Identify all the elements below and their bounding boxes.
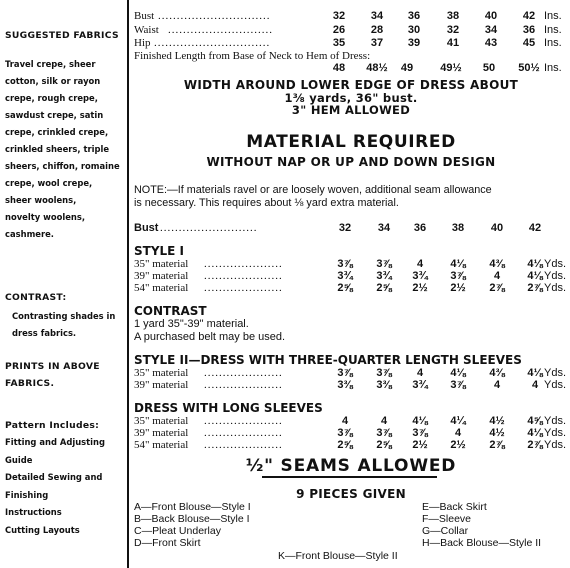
value-cell: 2⅝: [337, 439, 353, 451]
unit-label: Yds.: [544, 282, 567, 294]
value-cell: 4⅛: [450, 258, 466, 270]
contrast-line: Contrasting shades in: [12, 311, 116, 321]
width-yards: 1⅜ yards, 36" bust.: [284, 91, 418, 105]
value-cell: 2½: [450, 282, 466, 294]
unit-label: Yds.: [544, 427, 567, 439]
material-row: [134, 282, 568, 295]
value-cell: 4: [380, 415, 388, 427]
fabric-line: cashmere.: [5, 229, 54, 239]
row-label: 39" material: [134, 379, 189, 391]
value-cell: 32: [446, 24, 460, 36]
value-cell: 4⅛: [527, 427, 543, 439]
contrast-list: [12, 308, 115, 342]
contrast-line-1: 1 yard 35"-39" material.: [134, 318, 249, 330]
leader-dots: .....................: [204, 427, 283, 439]
leader-dots: ............................: [168, 24, 273, 36]
value-cell: 2⅝: [376, 282, 392, 294]
value-cell: 2⅞: [489, 282, 505, 294]
row-label: Hip: [134, 37, 151, 49]
value-cell: 3¾: [412, 270, 428, 282]
fabric-list: [5, 56, 120, 243]
value-cell: 2½: [450, 439, 466, 451]
row-label: 35" material: [134, 367, 189, 379]
value-cell: 35: [332, 37, 346, 49]
value-cell: 4⅝: [527, 415, 543, 427]
row-label: Bust: [134, 10, 155, 22]
leader-dots: ..........................: [160, 222, 258, 234]
piece-item: D—Front Skirt: [134, 537, 201, 549]
leader-dots: .....................: [204, 439, 283, 451]
value-cell: 4⅛: [527, 367, 543, 379]
value-cell: 3⅞: [337, 258, 353, 270]
value-cell: 34: [484, 24, 498, 36]
prints-block: [5, 358, 100, 392]
bust-value: 34: [377, 222, 391, 234]
value-cell: 32: [332, 10, 346, 22]
leader-dots: .....................: [204, 282, 283, 294]
note-line-2: is necessary. This requires about ⅛ yard extra material.: [134, 197, 399, 209]
fabric-line: sheers, chiffon, romaine: [5, 161, 120, 171]
value-cell: 3¾: [412, 379, 428, 391]
note-line-1: NOTE:—If materials ravel or are loosely woven, additional seam allowance: [134, 184, 492, 196]
value-cell: 26: [332, 24, 346, 36]
unit-label: Yds.: [544, 270, 567, 282]
value-cell: 4: [416, 258, 424, 270]
value-cell: 4: [493, 379, 501, 391]
leader-dots: .....................: [204, 270, 283, 282]
finished-length-label: Finished Length from Base of Neck to Hem of Dress:: [134, 50, 371, 62]
value-cell: 3⅞: [450, 270, 466, 282]
value-cell: 3¾: [376, 270, 392, 282]
fabric-line: crinkled sheers, triple: [5, 144, 110, 154]
bust-value: 42: [528, 222, 542, 234]
unit-label: Ins.: [544, 24, 562, 36]
value-cell: 3⅞: [412, 427, 428, 439]
value-cell: 4⅛: [450, 367, 466, 379]
fabric-line: sawdust crepe, satin: [5, 110, 104, 120]
value-cell: 4⅜: [489, 367, 505, 379]
piece-item: F—Sleeve: [422, 513, 472, 525]
value-cell: 30: [407, 24, 421, 36]
long-sleeves-heading: DRESS WITH LONG SLEEVES: [134, 401, 323, 415]
value-cell: 4: [454, 427, 462, 439]
includes-line: Fitting and Adjusting: [5, 437, 105, 447]
leader-dots: ...............................: [154, 37, 271, 49]
value-cell: 2⅞: [527, 282, 543, 294]
value-cell: 3⅞: [337, 367, 353, 379]
piece-item: C—Pleat Underlay: [134, 525, 221, 537]
value-cell: 40: [484, 10, 498, 22]
value-cell: 3⅞: [376, 367, 392, 379]
contrast-line-2: A purchased belt may be used.: [134, 331, 286, 343]
seams-allowed: ½" SEAMS ALLOWED: [245, 456, 457, 476]
value-cell: 3⅞: [337, 427, 353, 439]
leader-dots: .....................: [204, 258, 283, 270]
bust-value: 40: [490, 222, 504, 234]
bust-label: Bust: [134, 222, 159, 234]
piece-item: H—Back Blouse—Style II: [422, 537, 542, 549]
value-cell: 2½: [412, 439, 428, 451]
suggested-fabrics-heading: SUGGESTED FABRICS: [5, 30, 119, 41]
seams-underline: [262, 476, 437, 478]
row-label: 54" material: [134, 439, 189, 451]
measurement-row: [134, 37, 568, 51]
includes-line: Cutting Layouts: [5, 524, 80, 535]
value-cell: 45: [522, 37, 536, 49]
fabric-line: cotton, silk or rayon: [5, 76, 101, 86]
value-cell: 50: [482, 62, 496, 74]
material-row: [134, 379, 568, 392]
includes-list: [5, 434, 105, 539]
finished-length-row: [134, 62, 568, 76]
value-cell: 4⅛: [527, 258, 543, 270]
value-cell: 39: [407, 37, 421, 49]
includes-line: Finishing: [5, 489, 49, 500]
width-heading: WIDTH AROUND LOWER EDGE OF DRESS ABOUT: [183, 78, 519, 92]
leader-dots: ..............................: [158, 10, 271, 22]
leader-dots: .....................: [204, 367, 283, 379]
value-cell: 50½: [518, 62, 540, 74]
row-label: 54" material: [134, 282, 189, 294]
value-cell: 2⅝: [376, 439, 392, 451]
pieces-left-list: [134, 501, 251, 549]
value-cell: 49: [400, 62, 414, 74]
unit-label: Ins.: [544, 37, 562, 49]
value-cell: 4: [416, 367, 424, 379]
includes-line: Guide: [5, 454, 33, 465]
style2-heading: STYLE II—DRESS WITH THREE-QUARTER LENGTH SLEEVES: [134, 353, 522, 367]
bust-value: 36: [413, 222, 427, 234]
value-cell: 36: [522, 24, 536, 36]
piece-item: B—Back Blouse—Style I: [134, 513, 250, 525]
unit-label: Yds.: [544, 439, 567, 451]
sidebar: [0, 0, 128, 568]
contrast-heading-main: CONTRAST: [134, 304, 207, 318]
value-cell: 4½: [489, 415, 505, 427]
value-cell: 2⅝: [337, 282, 353, 294]
value-cell: 41: [446, 37, 460, 49]
row-label: 35" material: [134, 415, 189, 427]
value-cell: 4¼: [450, 415, 466, 427]
row-label: 39" material: [134, 270, 189, 282]
value-cell: 4: [531, 379, 539, 391]
row-label: 39" material: [134, 427, 189, 439]
unit-label: Yds.: [544, 367, 567, 379]
value-cell: 48: [332, 62, 346, 74]
includes-line: Detailed Sewing and: [5, 472, 103, 482]
fabric-line: sheer woolens,: [5, 195, 77, 205]
measurement-row: [134, 10, 568, 24]
value-cell: 4⅜: [489, 258, 505, 270]
value-cell: 3⅞: [450, 379, 466, 391]
value-cell: 3¾: [337, 270, 353, 282]
row-label: Waist: [134, 24, 159, 36]
measurement-row: [134, 24, 568, 38]
value-cell: 2½: [412, 282, 428, 294]
row-label: 35" material: [134, 258, 189, 270]
value-cell: 3⅞: [376, 427, 392, 439]
hem-allowed: 3" HEM ALLOWED: [291, 103, 411, 117]
leader-dots: .....................: [204, 379, 283, 391]
bust-value: 32: [338, 222, 352, 234]
value-cell: 3⅜: [376, 379, 392, 391]
value-cell: 36: [407, 10, 421, 22]
bust-value: 38: [451, 222, 465, 234]
fabric-line: novelty woolens,: [5, 212, 86, 222]
includes-line: Instructions: [5, 507, 62, 517]
style1-heading: STYLE I: [134, 244, 185, 258]
fabric-line: crepe, crinkled crepe,: [5, 127, 109, 137]
value-cell: 43: [484, 37, 498, 49]
material-subtitle: WITHOUT NAP OR UP AND DOWN DESIGN: [206, 155, 496, 169]
value-cell: 4: [341, 415, 349, 427]
pieces-heading: 9 PIECES GIVEN: [296, 487, 406, 501]
value-cell: 4½: [489, 427, 505, 439]
fabric-line: crepe, wool crepe,: [5, 178, 93, 188]
value-cell: 38: [446, 10, 460, 22]
fabric-line: Travel crepe, sheer: [5, 59, 96, 69]
pieces-right-list: [422, 501, 541, 549]
piece-item-bottom: K—Front Blouse—Style II: [278, 550, 398, 562]
value-cell: 28: [370, 24, 384, 36]
prints-line: PRINTS IN ABOVE: [5, 361, 100, 372]
value-cell: 2⅞: [489, 439, 505, 451]
pattern-includes-heading: Pattern Includes:: [5, 420, 100, 431]
unit-label: Yds.: [544, 415, 567, 427]
bust-header-row: [134, 222, 568, 236]
unit-label: Ins.: [544, 62, 562, 74]
fabric-line: crepe, rough crepe,: [5, 93, 98, 103]
value-cell: 2⅞: [527, 439, 543, 451]
value-cell: 42: [522, 10, 536, 22]
contrast-heading: CONTRAST:: [5, 292, 67, 303]
unit-label: Yds.: [544, 258, 567, 270]
unit-label: Yds.: [544, 379, 567, 391]
piece-item: G—Collar: [422, 525, 469, 537]
value-cell: 4: [493, 270, 501, 282]
value-cell: 48½: [366, 62, 388, 74]
value-cell: 34: [370, 10, 384, 22]
piece-item: E—Back Skirt: [422, 501, 487, 513]
material-title: MATERIAL REQUIRED: [246, 132, 456, 152]
unit-label: Ins.: [544, 10, 562, 22]
value-cell: 37: [370, 37, 384, 49]
value-cell: 4⅛: [527, 270, 543, 282]
value-cell: 3⅞: [376, 258, 392, 270]
material-row: [134, 439, 568, 452]
leader-dots: .....................: [204, 415, 283, 427]
value-cell: 4⅛: [412, 415, 428, 427]
contrast-line: dress fabrics.: [12, 328, 77, 338]
value-cell: 49½: [440, 62, 462, 74]
prints-line: FABRICS.: [5, 378, 55, 389]
column-divider: [127, 0, 129, 568]
piece-item: A—Front Blouse—Style I: [134, 501, 251, 513]
value-cell: 3⅜: [337, 379, 353, 391]
